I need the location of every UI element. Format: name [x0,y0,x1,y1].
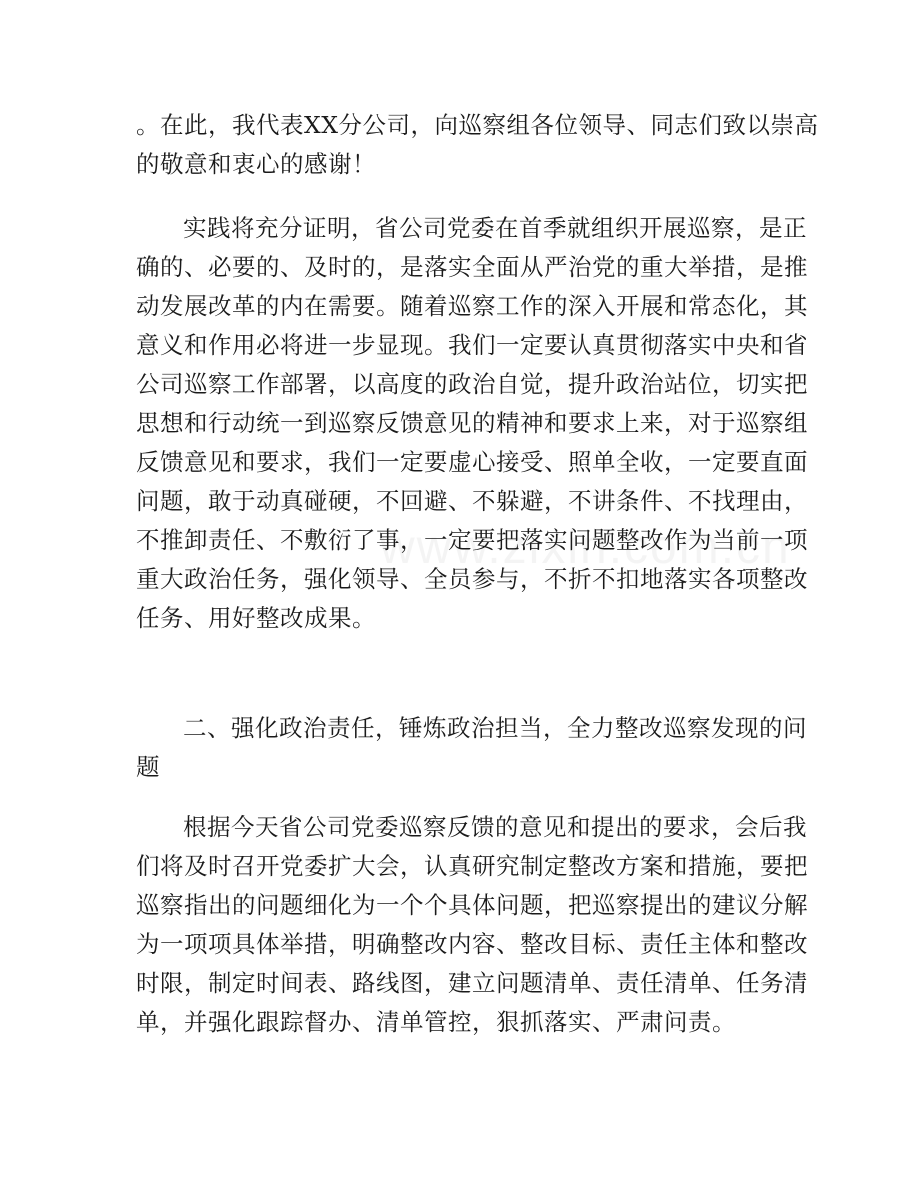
paragraph-line: 动发展改革的内在需要。随着巡察工作的深入开展和常态化，其 [136,292,808,320]
paragraph-line: 巡察指出的问题细化为一个个具体问题，把巡察提出的建议分解 [136,891,808,919]
paragraph-line: 思想和行动统一到巡察反馈意见的精神和要求上来，对于巡察组 [136,409,808,437]
paragraph-line: 为一项项具体举措，明确整改内容、整改目标、责任主体和整改 [136,930,808,958]
paragraph-line: 。在此，我代表XX分公司，向巡察组各位领导、同志们致以崇高 [136,111,819,139]
paragraph-line: 的敬意和衷心的感谢！ [136,150,376,178]
paragraph-line: 任务、用好整改成果。 [136,604,376,632]
paragraph-line: 实践将充分证明，省公司党委在首季就组织开展巡察，是正 [183,214,807,242]
section-heading-2 [136,709,807,787]
paragraph-2 [136,209,808,638]
paragraph-line: 单，并强化跟踪督办、清单管控，狠抓落实、严肃问责。 [136,1008,736,1036]
paragraph-line: 不推卸责任、不敷衍了事，一定要把落实问题整改作为当前一项 [136,526,808,554]
paragraph-line: 意义和作用必将进一步显现。我们一定要认真贯彻落实中央和省 [136,331,808,359]
heading-line: 题 [136,753,160,781]
paragraph-1 [136,106,819,184]
heading-line: 二、强化政治责任，锤炼政治担当，全力整改巡察发现的问 [183,714,807,742]
paragraph-line: 反馈意见和要求，我们一定要虚心接受、照单全收，一定要直面 [136,448,808,476]
paragraph-line: 们将及时召开党委扩大会，认真研究制定整改方案和措施，要把 [136,852,808,880]
paragraph-line: 问题，敢于动真碰硬，不回避、不躲避，不讲条件、不找理由， [136,487,808,515]
paragraph-line: 根据今天省公司党委巡察反馈的意见和提出的要求，会后我 [183,813,807,841]
paragraph-line: 时限，制定时间表、路线图，建立问题清单、责任清单、任务清 [136,969,808,997]
paragraph-line: 重大政治任务，强化领导、全员参与，不折不扣地落实各项整改 [136,565,808,593]
paragraph-3 [136,808,808,1042]
paragraph-line: 确的、必要的、及时的，是落实全面从严治党的重大举措，是推 [136,253,808,281]
paragraph-line: 公司巡察工作部署，以高度的政治自觉，提升政治站位，切实把 [136,370,808,398]
